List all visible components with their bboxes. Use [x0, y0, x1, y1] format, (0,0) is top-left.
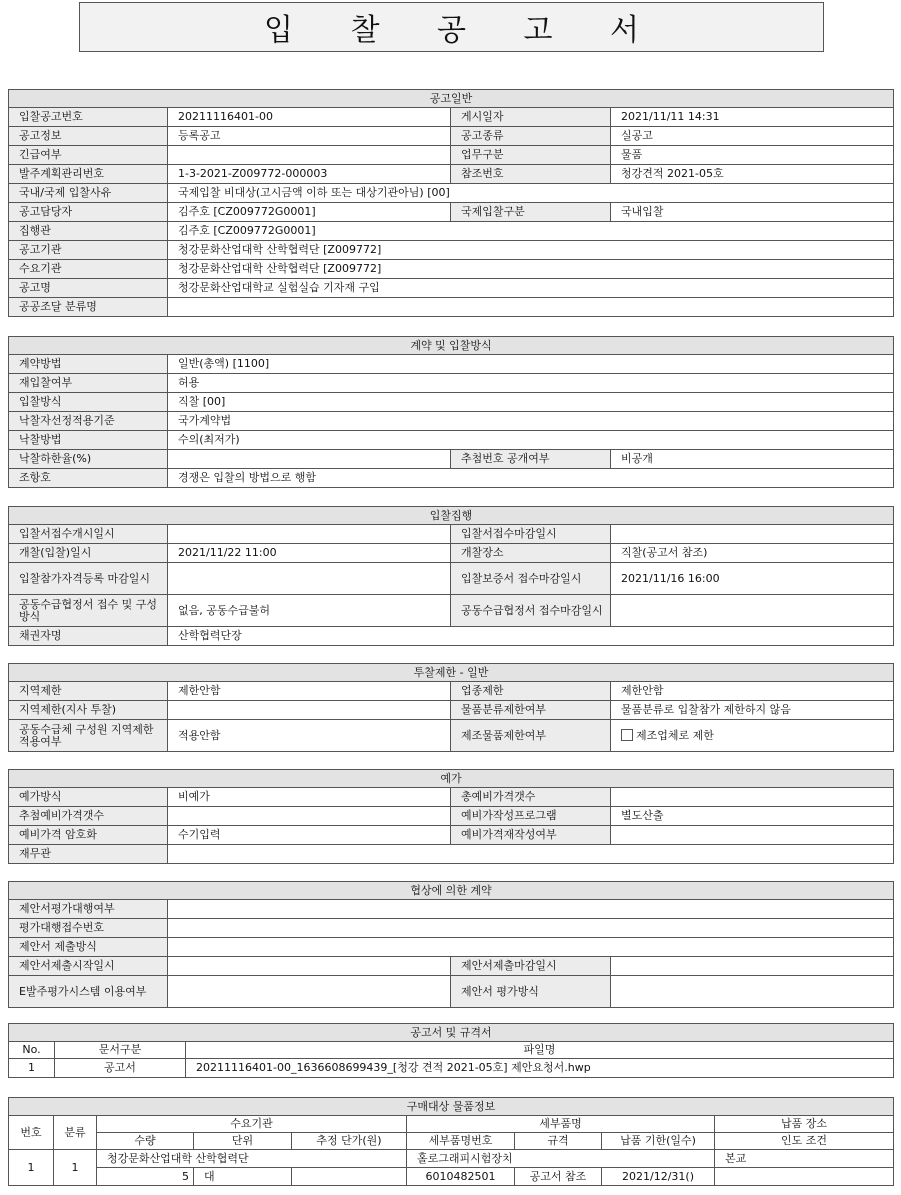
col-header-quantity: 수량	[97, 1133, 194, 1150]
item-category: 1	[54, 1150, 97, 1186]
field-value: 등록공고	[168, 127, 451, 146]
field-label: 추첨예비가격갯수	[9, 807, 168, 826]
field-value: 적용안함	[168, 720, 451, 752]
field-value	[168, 900, 894, 919]
item-unit-price	[292, 1168, 407, 1186]
section-bid-execution	[8, 506, 893, 646]
field-label: 제조물품제한여부	[451, 720, 611, 752]
field-label: 입찰서접수개시일시	[9, 525, 168, 544]
section-documents	[8, 1023, 893, 1078]
field-label: 업무구분	[451, 146, 611, 165]
field-value: 수의(최저가)	[168, 431, 894, 450]
field-label: 물품분류제한여부	[451, 701, 611, 720]
item-number: 1	[9, 1150, 54, 1186]
col-header-unit-price: 추정 단가(원)	[292, 1133, 407, 1150]
field-label: 공동수급협정서 접수 및 구성방식	[9, 595, 168, 627]
section-purchase-items	[8, 1097, 893, 1186]
field-value	[168, 938, 894, 957]
field-value: 국제입찰 비대상(고시금액 이하 또는 대상기관아님) [00]	[168, 184, 894, 203]
section-header: 구매대상 물품정보	[9, 1098, 894, 1116]
field-label: 채권자명	[9, 627, 168, 646]
field-value	[168, 701, 451, 720]
field-value: 경쟁은 입찰의 방법으로 행함	[168, 469, 894, 488]
field-value: 직찰 [00]	[168, 393, 894, 412]
col-header-number: 번호	[9, 1116, 54, 1150]
field-value: 일반(총액) [1100]	[168, 355, 894, 374]
field-label: 공고기관	[9, 241, 168, 260]
field-value: 국가계약법	[168, 412, 894, 431]
section-header: 공고서 및 규격서	[9, 1024, 894, 1042]
field-label: 수요기관	[9, 260, 168, 279]
doc-file-link[interactable]: 20211116401-00_1636608699439_[청강 견적 2021-05호] 제안요청서.hwp	[186, 1059, 894, 1078]
item-unit: 대	[194, 1168, 292, 1186]
field-label: 발주계획관리번호	[9, 165, 168, 184]
field-label: 예가방식	[9, 788, 168, 807]
item-name: 홀로그래피시험장치	[407, 1150, 715, 1168]
section-bid-restriction	[8, 663, 893, 752]
field-label: 공고정보	[9, 127, 168, 146]
field-label: 개찰장소	[451, 544, 611, 563]
section-header: 예가	[9, 770, 894, 788]
field-value: 청강문화산업대학 산학협력단 [Z009772]	[168, 260, 894, 279]
field-value: 허용	[168, 374, 894, 393]
field-label: 예비가작성프로그램	[451, 807, 611, 826]
col-header-spec: 규격	[515, 1133, 602, 1150]
section-header: 협상에 의한 계약	[9, 882, 894, 900]
field-value: 제한안함	[168, 682, 451, 701]
field-value	[611, 525, 894, 544]
field-value: 직찰(공고서 참조)	[611, 544, 894, 563]
col-header-delivery-terms: 인도 조건	[715, 1133, 894, 1150]
section-reserve-price	[8, 769, 893, 864]
item-delivery-place: 본교	[715, 1150, 894, 1168]
field-label: 평가대행접수번호	[9, 919, 168, 938]
table-row	[9, 1059, 894, 1078]
item-delivery-terms	[715, 1168, 894, 1186]
field-value: 비공개	[611, 450, 894, 469]
col-header-item-number: 세부품명번호	[407, 1133, 515, 1150]
section-header: 투찰제한 - 일반	[9, 664, 894, 682]
field-value	[168, 450, 451, 469]
field-label: 긴급여부	[9, 146, 168, 165]
col-header-delivery-place: 납품 장소	[715, 1116, 894, 1133]
field-label: 조항호	[9, 469, 168, 488]
field-label: 재입찰여부	[9, 374, 168, 393]
field-value: 김주호 [CZ009772G0001]	[168, 203, 451, 222]
field-label: 공동수급협정서 접수마감일시	[451, 595, 611, 627]
field-value	[168, 563, 451, 595]
col-header-file-name: 파일명	[186, 1042, 894, 1059]
field-label: 집행관	[9, 222, 168, 241]
item-spec: 공고서 참조	[515, 1168, 602, 1186]
field-value: 2021/11/11 14:31	[611, 108, 894, 127]
field-label: 낙찰하한율(%)	[9, 450, 168, 469]
field-value	[611, 976, 894, 1008]
item-number-code: 6010482501	[407, 1168, 515, 1186]
col-header-doc-type: 문서구분	[55, 1042, 186, 1059]
field-value	[168, 807, 451, 826]
field-value	[168, 919, 894, 938]
field-label: 입찰방식	[9, 393, 168, 412]
field-label: 제안서평가대행여부	[9, 900, 168, 919]
field-label: 제안서제출마감일시	[451, 957, 611, 976]
document-title: 입 찰 공 고 서	[263, 13, 664, 48]
field-value: 비예가	[168, 788, 451, 807]
field-label: 공공조달 분류명	[9, 298, 168, 317]
field-value: 별도산출	[611, 807, 894, 826]
section-negotiated-contract	[8, 881, 893, 1008]
field-value: 20211116401-00	[168, 108, 451, 127]
field-label: 예비가격재작성여부	[451, 826, 611, 845]
field-label: 공동수급체 구성원 지역제한 적용여부	[9, 720, 168, 752]
checkbox-label: 제조업체로 제한	[636, 729, 714, 742]
col-header-demand-agency: 수요기관	[97, 1116, 407, 1133]
field-value	[611, 957, 894, 976]
item-quantity: 5	[97, 1168, 194, 1186]
field-label: 지역제한(지사 투찰)	[9, 701, 168, 720]
field-value: 청강문화산업대학 산학협력단 [Z009772]	[168, 241, 894, 260]
field-label: 국제입찰구분	[451, 203, 611, 222]
field-value: 없음, 공동수급불허	[168, 595, 451, 627]
field-value: 물품분류로 입찰참가 제한하지 않음	[611, 701, 894, 720]
field-label: 재무관	[9, 845, 168, 864]
field-value: 국내입찰	[611, 203, 894, 222]
item-demand-agency: 청강문화산업대학 산학협력단	[97, 1150, 407, 1168]
field-label: 공고명	[9, 279, 168, 298]
field-label: 입찰참가자격등록 마감일시	[9, 563, 168, 595]
col-header-category: 분류	[54, 1116, 97, 1150]
field-label: 업종제한	[451, 682, 611, 701]
field-value: 실공고	[611, 127, 894, 146]
field-value: 2021/11/16 16:00	[611, 563, 894, 595]
field-label: 국내/국제 입찰사유	[9, 184, 168, 203]
field-label: 공고담당자	[9, 203, 168, 222]
doc-type: 공고서	[55, 1059, 186, 1078]
field-value: 김주호 [CZ009772G0001]	[168, 222, 894, 241]
field-label: 입찰공고번호	[9, 108, 168, 127]
field-value: 산학협력단장	[168, 627, 894, 646]
field-label: 게시일자	[451, 108, 611, 127]
doc-no: 1	[9, 1059, 55, 1078]
field-value: 수기입력	[168, 826, 451, 845]
field-value	[168, 976, 451, 1008]
manufacturer-restriction-cell	[611, 720, 894, 752]
field-value	[168, 845, 894, 864]
field-label: 낙찰자선정적용기준	[9, 412, 168, 431]
field-value: 물품	[611, 146, 894, 165]
field-value: 1-3-2021-Z009772-000003	[168, 165, 451, 184]
section-notice-general	[8, 89, 893, 317]
field-label: 계약방법	[9, 355, 168, 374]
field-label: 공고종류	[451, 127, 611, 146]
document-title-box	[79, 2, 824, 52]
col-header-item-name: 세부품명	[407, 1116, 715, 1133]
field-label: 제안서제출시작일시	[9, 957, 168, 976]
section-header: 입찰집행	[9, 507, 894, 525]
field-value	[168, 525, 451, 544]
field-value	[611, 826, 894, 845]
field-label: 낙찰방법	[9, 431, 168, 450]
field-label: 참조번호	[451, 165, 611, 184]
section-header: 공고일반	[9, 90, 894, 108]
manufacturer-restriction-checkbox[interactable]	[621, 729, 633, 741]
field-label: 입찰보증서 접수마감일시	[451, 563, 611, 595]
section-header: 계약 및 입찰방식	[9, 337, 894, 355]
table-row	[9, 1168, 894, 1186]
col-header-unit: 단위	[194, 1133, 292, 1150]
field-value	[168, 957, 451, 976]
section-contract-method	[8, 336, 893, 488]
field-value: 제한안함	[611, 682, 894, 701]
field-value	[168, 298, 894, 317]
field-label: 추첨번호 공개여부	[451, 450, 611, 469]
col-header-no: No.	[9, 1042, 55, 1059]
field-label: 입찰서접수마감일시	[451, 525, 611, 544]
field-label: 제안서 제출방식	[9, 938, 168, 957]
field-label: E발주평가시스템 이용여부	[9, 976, 168, 1008]
field-value: 청강문화산업대학교 실험실습 기자재 구입	[168, 279, 894, 298]
field-value: 청강견적 2021-05호	[611, 165, 894, 184]
table-row	[9, 1150, 894, 1168]
col-header-deadline: 납품 기한(일수)	[602, 1133, 715, 1150]
field-label: 지역제한	[9, 682, 168, 701]
field-value	[611, 595, 894, 627]
field-label: 총예비가격갯수	[451, 788, 611, 807]
item-deadline: 2021/12/31()	[602, 1168, 715, 1186]
field-label: 제안서 평가방식	[451, 976, 611, 1008]
field-label: 개찰(입찰)일시	[9, 544, 168, 563]
field-value	[611, 788, 894, 807]
field-value	[168, 146, 451, 165]
field-value: 2021/11/22 11:00	[168, 544, 451, 563]
field-label: 예비가격 암호화	[9, 826, 168, 845]
